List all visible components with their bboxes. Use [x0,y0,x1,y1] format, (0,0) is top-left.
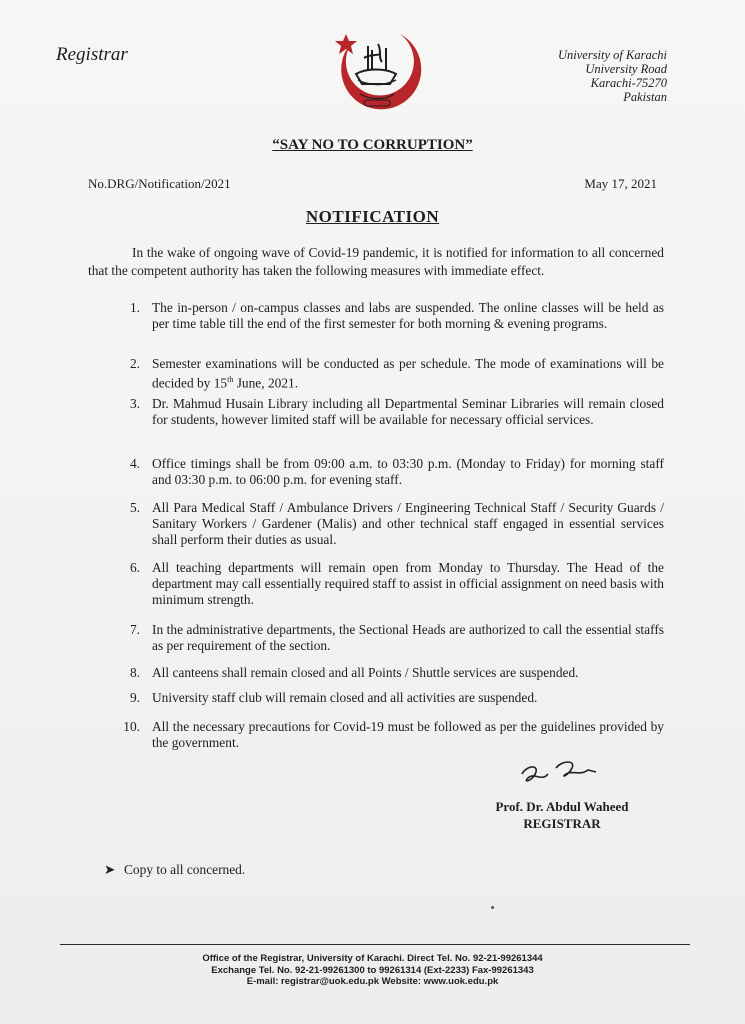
footer-divider [60,944,690,945]
signature-icon [516,754,606,790]
registrar-title: Registrar [56,44,128,65]
item-text: Semester examinations will be conducted as per schedule. The mode of examinations will be decided by 15th June, 2021. [152,356,664,391]
item-number: 8. [129,665,140,680]
item-text: Dr. Mahmud Husain Library including all Departmental Seminar Libraries will remain closed for students, however limited staff will be available for necessary official services. [152,396,664,427]
signer-name: Prof. Dr. Abdul Waheed [495,799,629,814]
university-address [558,48,667,104]
item-number: 7. [129,622,140,637]
item-text: All the necessary precautions for Covid-19 must be followed as per the guidelines provided by the government. [152,719,664,750]
list-item [116,300,664,332]
item-number: 9. [129,690,140,705]
item-number: 4. [129,456,140,471]
signer-title: REGISTRAR [523,816,601,831]
item-text: All canteens shall remain closed and all Points / Shuttle services are suspended. [152,665,579,680]
page-title: NOTIFICATION [305,207,440,226]
item-text: University staff club will remain closed and all activities are suspended. [152,690,538,705]
notification-date: May 17, 2021 [584,176,657,191]
item-number: 1. [129,300,140,315]
list-item [116,500,664,548]
list-item [116,456,664,488]
item-text: All teaching departments will remain open from Monday to Thursday. The Head of the department may call essentially required staff to assist in official assignment on need basis with minimum strength. [152,560,664,607]
item-number: 5. [129,500,140,515]
speck [491,906,494,909]
list-item [116,396,664,428]
list-item [116,719,664,751]
copy-to [104,862,245,878]
intro-paragraph: In the wake of ongoing wave of Covid-19 pandemic, it is notified for information to all concerned that the competent authority has taken the following measures with immediate effect. [88,245,664,278]
signer-block [482,798,642,832]
footer [0,953,745,988]
footer-line: Office of the Registrar, University of Karachi. Direct Tel. No. 92-21-99261344 [202,953,543,964]
address-line: University Road [585,62,667,76]
item-number: 6. [129,560,140,575]
item-number: 2. [129,356,140,371]
footer-line: Exchange Tel. No. 92-21-99261300 to 99261314 (Ext-2233) Fax-99261343 [211,964,534,976]
address-line: University of Karachi [557,48,667,62]
list-item [116,560,664,608]
item-number: 3. [129,396,140,411]
item-text: The in-person / on-campus classes and labs are suspended. The online classes will be held as per time table till the end of the first semester for both morning & evening programs. [152,300,664,331]
item-number: 10. [123,719,140,734]
item-text: In the administrative departments, the Sectional Heads are authorized to call the essential staffs as per requirement of the section. [152,622,664,653]
item-text: Office timings shall be from 09:00 a.m. to 03:30 p.m. (Monday to Friday) for morning staff and 03:30 p.m. to 06:00 p.m. for evening staff. [152,456,664,487]
item-text: All Para Medical Staff / Ambulance Drivers / Engineering Technical Staff / Security Guards / Sanitary Workers / Gardener (Malis) and other technical staff engaged in essential services shall perform their duties as usual. [152,500,664,547]
list-item [116,622,664,654]
address-line: Karachi-75270 [590,76,667,90]
university-seal-icon [330,28,422,114]
reference-number: No.DRG/Notification/2021 [88,176,231,191]
list-item [116,665,664,681]
copy-to-text: Copy to all concerned. [124,862,246,877]
arrow-bullet-icon: ➤ [104,862,116,877]
list-item [116,356,664,391]
slogan: “SAY NO TO CORRUPTION” [272,137,473,153]
list-item [116,690,664,706]
address-line: Pakistan [623,90,667,104]
footer-line: E-mail: registrar@uok.edu.pk Website: www.uok.edu.pk [246,976,499,987]
